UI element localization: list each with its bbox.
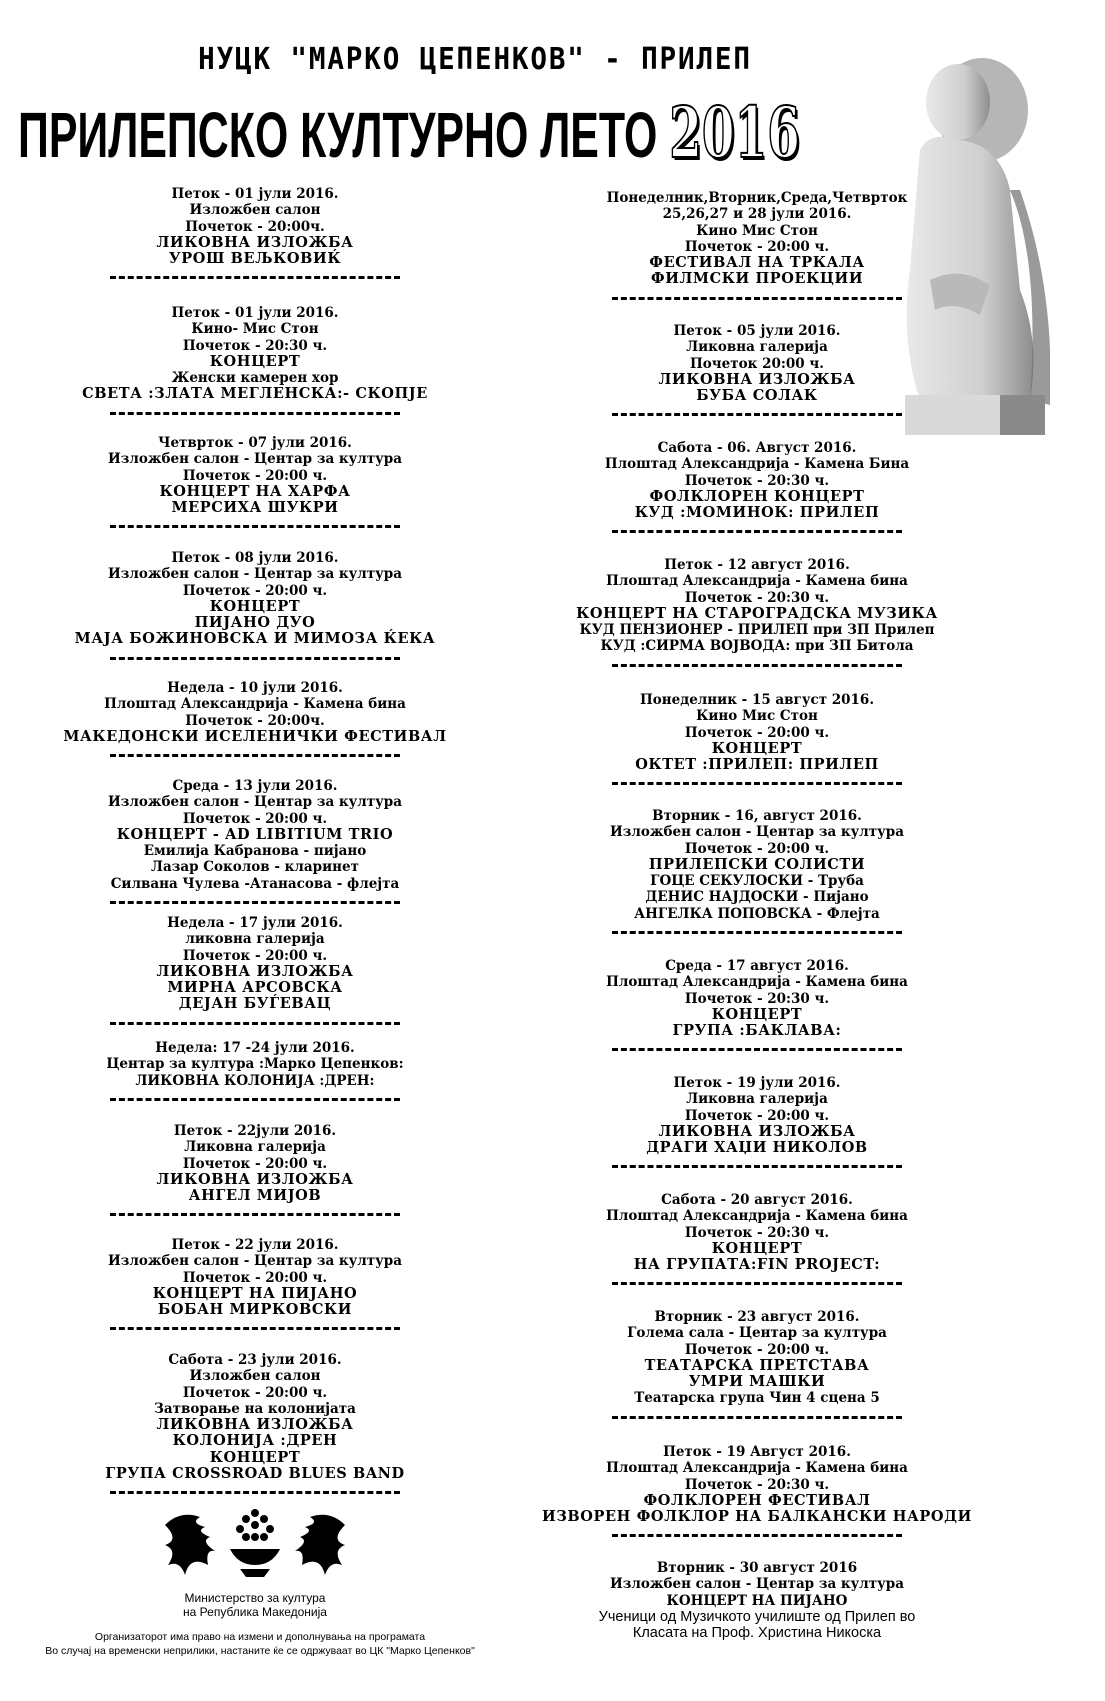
event-divider [110, 412, 400, 415]
event-date: Петок - 01 јули 2016. [171, 305, 339, 321]
event-line: Емилија Кабранова - пијано [143, 843, 367, 860]
event-line: БУБА СОЛАК [696, 387, 818, 405]
event-date: Вторник - 30 август 2016 [656, 1560, 858, 1576]
event-block [522, 1560, 992, 1641]
event-line: КОНЦЕРТ - AD LIBITIUM TRIO [116, 825, 394, 843]
event-line: АНГЕЛКА ПОПОВСКА - Флејта [634, 905, 880, 922]
event-line: Класата на Проф. Христина Никоска [632, 1625, 882, 1642]
event-line: УРОШ ВЕЉКОВИЌ [168, 250, 342, 268]
event-line: ГРУПА CROSSROAD BLUES BAND [105, 1465, 405, 1483]
event-line: Почеток - 20:30 ч. [684, 472, 830, 489]
event-line: ДЕНИС НАЈДОСКИ - Пијано [645, 889, 869, 906]
event-line: Почеток - 20:00ч. [185, 218, 325, 235]
event-line: ТЕАТАРСКА ПРЕТСТАВА [644, 1356, 870, 1374]
event-line: НА ГРУПАТА:FIN PROJECT: [633, 1256, 881, 1274]
event-block [40, 435, 470, 533]
event-divider [612, 1048, 902, 1051]
poster-title [18, 91, 800, 174]
event-line: Центар за култура :Марко Цепенков: [106, 1056, 404, 1073]
poster-title-main: ПРИЛЕПСКО КУЛТУРНО ЛЕТО [18, 99, 658, 171]
event-line: ГРУПА :БАКЛАВА: [672, 1022, 842, 1040]
event-date: Вторник - 23 август 2016. [654, 1309, 860, 1325]
event-date: Сабота - 06. Август 2016. [657, 440, 857, 456]
event-line: Изложбен салон [189, 202, 321, 219]
event-divider [110, 1491, 400, 1494]
event-divider [110, 1327, 400, 1330]
event-line: Почеток - 20:00 ч. [182, 1269, 328, 1286]
event-line: ОКТЕТ :ПРИЛЕП: ПРИЛЕП [635, 756, 879, 774]
event-date: Петок - 12 август 2016. [664, 557, 850, 573]
event-date: Недела - 10 јули 2016. [167, 680, 343, 696]
event-line: Почеток - 20:00 ч. [684, 238, 830, 255]
event-divider [612, 664, 902, 667]
event-line: ликовна галерија [185, 931, 325, 948]
ministry-logo [160, 1505, 350, 1585]
event-line: Ликовна галерија [686, 339, 828, 356]
organizer-heading: НУЦК "МАРКО ЦЕПЕНКОВ" - ПРИЛЕП [198, 42, 752, 77]
event-date: Вторник - 16, август 2016. [652, 808, 862, 824]
event-line: Кино Мис Стон [696, 708, 818, 725]
event-line: КОНЦЕРТ НА ПИЈАНО [152, 1284, 358, 1302]
event-line: Почеток - 20:30 ч. [684, 1224, 830, 1241]
event-date: Петок - 05 јули 2016. [673, 323, 841, 339]
event-line: ЛИКОВНА ИЗЛОЖБА [156, 233, 354, 251]
poster-title-year: 2016 [669, 91, 800, 174]
event-line: ЛИКОВНА КОЛОНИЈА :ДРЕН: [135, 1072, 375, 1089]
event-line: Плоштад Александрија - Камена Бина [604, 456, 910, 473]
event-block [40, 1040, 470, 1105]
event-line: КОНЦЕРТ [209, 597, 301, 615]
event-divider [110, 657, 400, 660]
event-line: ФОЛКЛОРЕН ФЕСТИВАЛ [643, 1491, 871, 1509]
event-line: Изложбен салон [189, 1368, 321, 1385]
event-line: Почеток - 20:30 ч. [684, 589, 830, 606]
event-line: ФИЛМСКИ ПРОЕКЦИИ [650, 270, 864, 288]
event-line: ЛИКОВНА ИЗЛОЖБА [658, 1122, 856, 1140]
event-divider [612, 931, 902, 934]
event-line: ПИЈАНО ДУО [194, 614, 316, 632]
event-date: Петок - 01 јули 2016. [171, 186, 339, 202]
event-line: ФОЛКЛОРЕН КОНЦЕРТ [649, 487, 865, 505]
event-block [522, 1192, 992, 1290]
event-date: Петок - 22јули 2016. [173, 1123, 337, 1139]
event-date: Петок - 19 јули 2016. [673, 1075, 841, 1091]
event-line: Лазар Соколов - кларинет [151, 859, 359, 876]
event-line: КОЛОНИЈА :ДРЕН [172, 1432, 338, 1450]
event-line: Кино- Мис Стон [191, 321, 319, 338]
event-line: Изложбен салон - Центар за култура [107, 1253, 402, 1270]
event-line: Изложбен салон - Центар за култура [107, 566, 402, 583]
event-block [522, 1444, 992, 1542]
event-line: МАКЕДОНСКИ ИСЕЛЕНИЧКИ ФЕСТИВАЛ [63, 727, 447, 745]
event-line: Почеток - 20:30 ч. [684, 1476, 830, 1493]
event-line: КОНЦЕРТ [711, 1005, 803, 1023]
event-line: ДРАГИ ХАЏИ НИКОЛОВ [646, 1139, 868, 1157]
event-block [522, 557, 992, 671]
event-line: ГОЦЕ СЕКУЛОСКИ - Труба [650, 873, 864, 890]
event-divider [612, 1165, 902, 1168]
event-line: СВЕТА :ЗЛАТА МЕГЛЕНСКА:- СКОПЈЕ [82, 385, 428, 403]
event-line: КУД :МОМИНОК: ПРИЛЕП [634, 504, 880, 522]
event-date: Недела - 17 јули 2016. [167, 915, 343, 931]
event-date: Понеделник - 15 август 2016. [639, 692, 875, 708]
event-block [522, 1075, 992, 1173]
event-line: Плоштад Александрија - Камена бина [606, 974, 908, 991]
event-line: Ученици од Музичкото училиште од Прилеп во [598, 1608, 916, 1625]
event-line: МЕРСИХА ШУКРИ [171, 499, 339, 517]
event-divider [612, 1534, 902, 1537]
event-divider [110, 1213, 400, 1216]
event-line: КОНЦЕРТ НА СТАРОГРАДСКА МУЗИКА [576, 604, 938, 622]
event-line: Театарска група Чин 4 сцена 5 [634, 1390, 880, 1407]
event-block [522, 692, 992, 790]
ministry-line-2: на Република Македонија [183, 1605, 327, 1619]
event-line: Плоштад Александрија - Камена бина [606, 573, 908, 590]
event-line: Изложбен салон - Центар за култура [107, 451, 402, 468]
event-date: Петок - 08 јули 2016. [171, 550, 339, 566]
event-line: Женски камерен хор [171, 370, 339, 387]
event-line: КОНЦЕРТ [711, 739, 803, 757]
event-divider [612, 1282, 902, 1285]
event-line: КУД :СИРМА ВОЈВОДА: при ЗП Битола [600, 638, 914, 655]
event-line: Изложбен салон - Центар за култура [609, 824, 904, 841]
event-line: Плоштад Александрија - Камена бина [606, 1208, 908, 1225]
event-date: Петок - 22 јули 2016. [171, 1237, 339, 1253]
event-block [40, 550, 470, 664]
event-divider [612, 782, 902, 785]
footer-line-2: Во случај на временски неприлики, настаните ќе се одржуваат во ЦК "Марко Цепенков" [45, 1645, 475, 1657]
event-line: Почеток - 20:00 ч. [684, 1341, 830, 1358]
event-line: Силвана Чулева -Атанасова - флејта [110, 875, 400, 892]
event-line: Изложбен салон - Центар за култура [107, 794, 402, 811]
event-line: Почеток - 20:00 ч. [684, 840, 830, 857]
event-line: УМРИ МАШКИ [688, 1373, 826, 1391]
event-line: Плоштад Александрија - Камена бина [606, 1460, 908, 1477]
event-divider [612, 297, 902, 300]
event-line: МАЈА БОЖИНОВСКА И МИМОЗА ЌЕКА [74, 630, 436, 648]
event-date: Сабота - 20 август 2016. [661, 1192, 853, 1208]
event-line: Ликовна галерија [184, 1139, 326, 1156]
event-block [40, 186, 470, 284]
ministry-line-1: Министерство за култура [184, 1591, 326, 1605]
event-block [40, 1123, 470, 1221]
event-line: КОНЦЕРТ [711, 1239, 803, 1257]
event-line: Плоштад Александрија - Камена бина [104, 696, 406, 713]
event-line: ДЕЈАН БУЃЕВАЦ [178, 995, 332, 1013]
event-line: Почеток - 20:00 ч. [182, 1155, 328, 1172]
event-line: КОНЦЕРТ НА ПИЈАНО [666, 1592, 848, 1609]
event-block [40, 915, 470, 1029]
event-line: ЛИКОВНА ИЗЛОЖБА [156, 962, 354, 980]
event-block [40, 778, 470, 908]
event-block [522, 323, 992, 421]
event-line: БОБАН МИРКОВСКИ [157, 1301, 353, 1319]
event-line: АНГЕЛ МИЈОВ [188, 1187, 322, 1205]
event-line: ЛИКОВНА ИЗЛОЖБА [156, 1170, 354, 1188]
event-block [522, 190, 992, 304]
event-date: Понеделник,Вторник,Среда,Четврток [606, 190, 908, 206]
event-block [522, 440, 992, 538]
event-line: Почеток - 20:00 ч. [182, 1384, 328, 1401]
event-line: Голема сала - Центар за култура [627, 1325, 887, 1342]
event-line: КУД ПЕНЗИОНЕР - ПРИЛЕП при ЗП Прилеп [579, 622, 935, 639]
event-line: Почеток - 20:30 ч. [684, 990, 830, 1007]
event-line: Почеток 20:00 ч. [690, 355, 824, 372]
event-line: 25,26,27 и 28 јули 2016. [662, 206, 852, 223]
event-line: Кино Мис Стон [696, 222, 818, 239]
event-line: МИРНА АРСОВСКА [167, 979, 343, 997]
event-line: ИЗВОРЕН ФОЛКЛОР НА БАЛКАНСКИ НАРОДИ [542, 1508, 972, 1526]
event-line: Ликовна галерија [686, 1091, 828, 1108]
event-line: Почеток - 20:00ч. [185, 712, 325, 729]
event-divider [612, 1416, 902, 1419]
event-divider [110, 276, 400, 279]
event-divider [612, 413, 902, 416]
event-line: КОНЦЕРТ [209, 1448, 301, 1466]
event-date: Недела: 17 -24 јули 2016. [155, 1040, 355, 1056]
event-divider [110, 1098, 400, 1101]
event-line: ПРИЛЕПСКИ СОЛИСТИ [648, 855, 866, 873]
event-line: КОНЦЕРТ НА ХАРФА [159, 482, 351, 500]
event-line: Почеток - 20:00 ч. [182, 467, 328, 484]
event-date: Петок - 19 Август 2016. [663, 1444, 851, 1460]
event-block [40, 1352, 470, 1499]
event-divider [110, 901, 400, 904]
footer-notes [0, 1630, 520, 1658]
event-line: ЛИКОВНА ИЗЛОЖБА [156, 1416, 354, 1434]
event-date: Четврток - 07 јули 2016. [158, 435, 352, 451]
event-line: Затворање на колонијата [154, 1400, 356, 1417]
event-line: КОНЦЕРТ [209, 352, 301, 370]
event-divider [612, 530, 902, 533]
event-divider [110, 754, 400, 757]
event-line: Почеток - 20:00 ч. [182, 947, 328, 964]
event-line: Почеток - 20:00 ч. [182, 810, 328, 827]
event-block [522, 808, 992, 938]
event-block [40, 305, 470, 419]
event-line: Почеток - 20:30 ч. [182, 337, 328, 354]
event-line: Почеток - 20:00 ч. [684, 724, 830, 741]
event-divider [110, 1022, 400, 1025]
event-block [522, 958, 992, 1056]
event-divider [110, 525, 400, 528]
event-date: Среда - 17 август 2016. [665, 958, 849, 974]
ministry-caption [100, 1591, 410, 1619]
event-date: Среда - 13 јули 2016. [172, 778, 338, 794]
event-line: ФЕСТИВАЛ НА ТРКАЛА [649, 254, 865, 272]
event-block [40, 1237, 470, 1335]
event-line: Почеток - 20:00 ч. [182, 582, 328, 599]
event-block [522, 1309, 992, 1423]
event-line: ЛИКОВНА ИЗЛОЖБА [658, 370, 856, 388]
event-line: Почеток - 20:00 ч. [684, 1107, 830, 1124]
event-line: Изложбен салон - Центар за култура [609, 1576, 904, 1593]
event-block [40, 680, 470, 761]
footer-line-1: Организаторот има право на измени и дополнувања на програмата [94, 1631, 426, 1643]
event-date: Сабота - 23 јули 2016. [168, 1352, 342, 1368]
